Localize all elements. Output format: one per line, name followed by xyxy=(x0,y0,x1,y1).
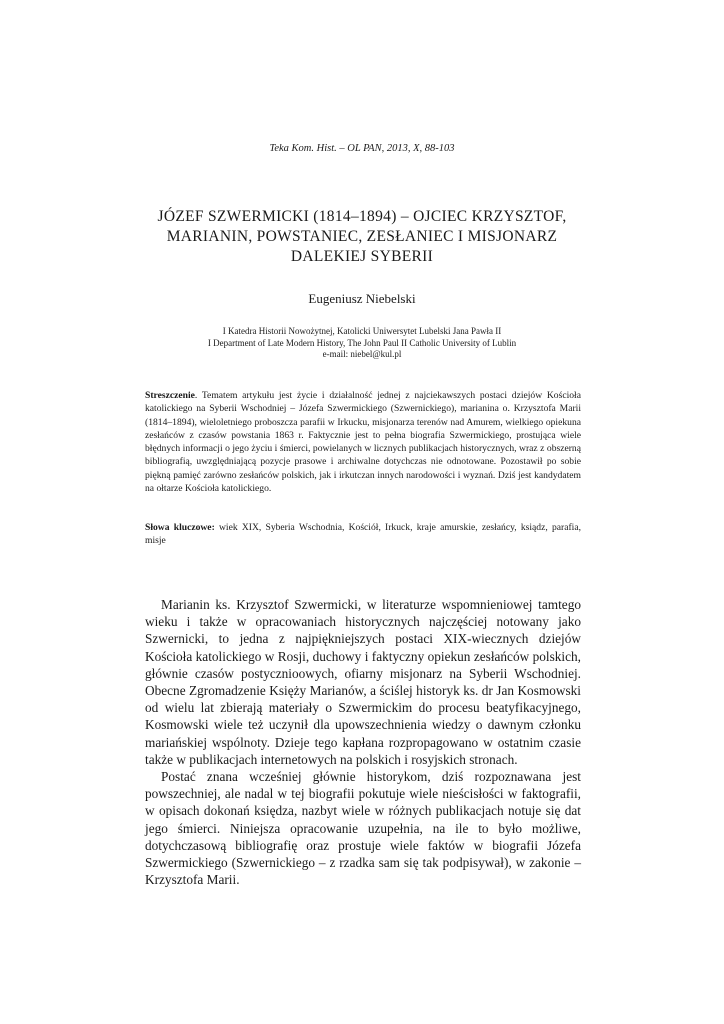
journal-reference: Teka Kom. Hist. – OL PAN, 2013, X, 88-103 xyxy=(269,143,455,154)
author-email: e-mail: niebel@kul.pl xyxy=(322,349,402,359)
title-line-1: JÓZEF SZWERMICKI (1814–1894) – OJCIEC KRZYSZTOF, xyxy=(157,208,567,225)
body-paragraph-2: Postać znana wcześniej głównie historykom, dziś rozpoznawana jest powszechniej, ale nadal w tej biografii pokutuje wiele nieścisłości w faktografii, w opisach dokonań księdza, nazbyt wiele w różnych publikacjach notuje się dat jego śmierci. Niniejsza opracowanie uzupełnia, na ile to było możliwe, dotychczasową bibliografię oraz prostuje wiele faktów w biografii Józefa Szwermickiego (Szwernickiego – z rzadka sam się tak podpisywał), w zakonie – Krzysztofa Marii. xyxy=(145,769,581,888)
article-title xyxy=(150,207,574,267)
keywords-text: wiek XIX, Syberia Wschodnia, Kościół, Irkuck, kraje amurskie, zesłańcy, ksiądz, parafia, misje xyxy=(145,522,581,547)
affiliation-english: I Department of Late Modern History, The John Paul II Catholic University of Lublin xyxy=(207,337,517,348)
abstract-text: . Tematem artykułu jest życie i działalność jednej z najciekawszych postaci dziejów Kościoła katolickiego na Syberii Wschodniej – Józefa Szwermickiego (Szwernickiego), marianina o. Krzysztofa Marii (1814–1894), wieloletniego proboszcza parafii w Irkucku, misjonarza terenów nad Amurem, wielkiego opiekuna zesłańców z czasów powstania 1863 r. Faktycznie jest to pełna biografia Szwermickiego, prostująca wiele błędnych informacji o jego życiu i śmierci, powielanych w licznych publikacjach historycznych, wraz z obszerną bibliografią, uwzględniającą pozycje prasowe i archiwalne dotychczas nie odnotowane. Pozostawił po sobie piękną pamięć zarówno zesłańców polskich, jak i irkutczan innych narodowości i wyznań. Dziś jest kandydatem na ołtarze Kościoła katolickiego. xyxy=(145,390,581,495)
keywords-label: Słowa kluczowe: xyxy=(145,522,215,533)
affiliation-polish: I Katedra Historii Nowożytnej, Katolicki Uniwersytet Lubelski Jana Pawła II xyxy=(222,326,502,336)
article-body xyxy=(145,596,581,888)
keywords xyxy=(145,521,581,548)
body-paragraph-1: Marianin ks. Krzysztof Szwermicki, w literaturze wspomnieniowej tamtego wieku i także w opracowaniach historycznych najczęściej notowany jako Szwernicki, to jedna z najpiękniejszych postaci XIX-wiecznych dziejów Kościoła katolickiego w Rosji, duchowy i faktyczny opiekun zesłańców polskich, głównie czasów postycznioowych, ofiarny misjonarz na Syberii Wschodniej. Obecne Zgromadzenie Księży Marianów, a ściślej historyk ks. dr Jan Kosmowski od wielu lat zbierają materiały o Szwermickim do procesu beatyfikacyjnego, Kosmowski wiele też uczynił dla upowszechnienia wiedzy o dawnym członku mariańskiej wspólnoty. Dzieje tego kapłana rozpropagowano w ostatnim czasie także w publikacjach internetowych na polskich i rosyjskich stronach. xyxy=(145,597,581,767)
abstract xyxy=(145,389,581,495)
title-line-3: DALEKIEJ SYBERII xyxy=(290,248,434,265)
title-line-2: MARIANIN, POWSTANIEC, ZESŁANIEC I MISJONARZ xyxy=(166,228,558,245)
abstract-label: Streszczenie xyxy=(145,390,195,401)
author-name: Eugeniusz Niebelski xyxy=(308,291,416,306)
affiliation-block xyxy=(0,326,724,361)
